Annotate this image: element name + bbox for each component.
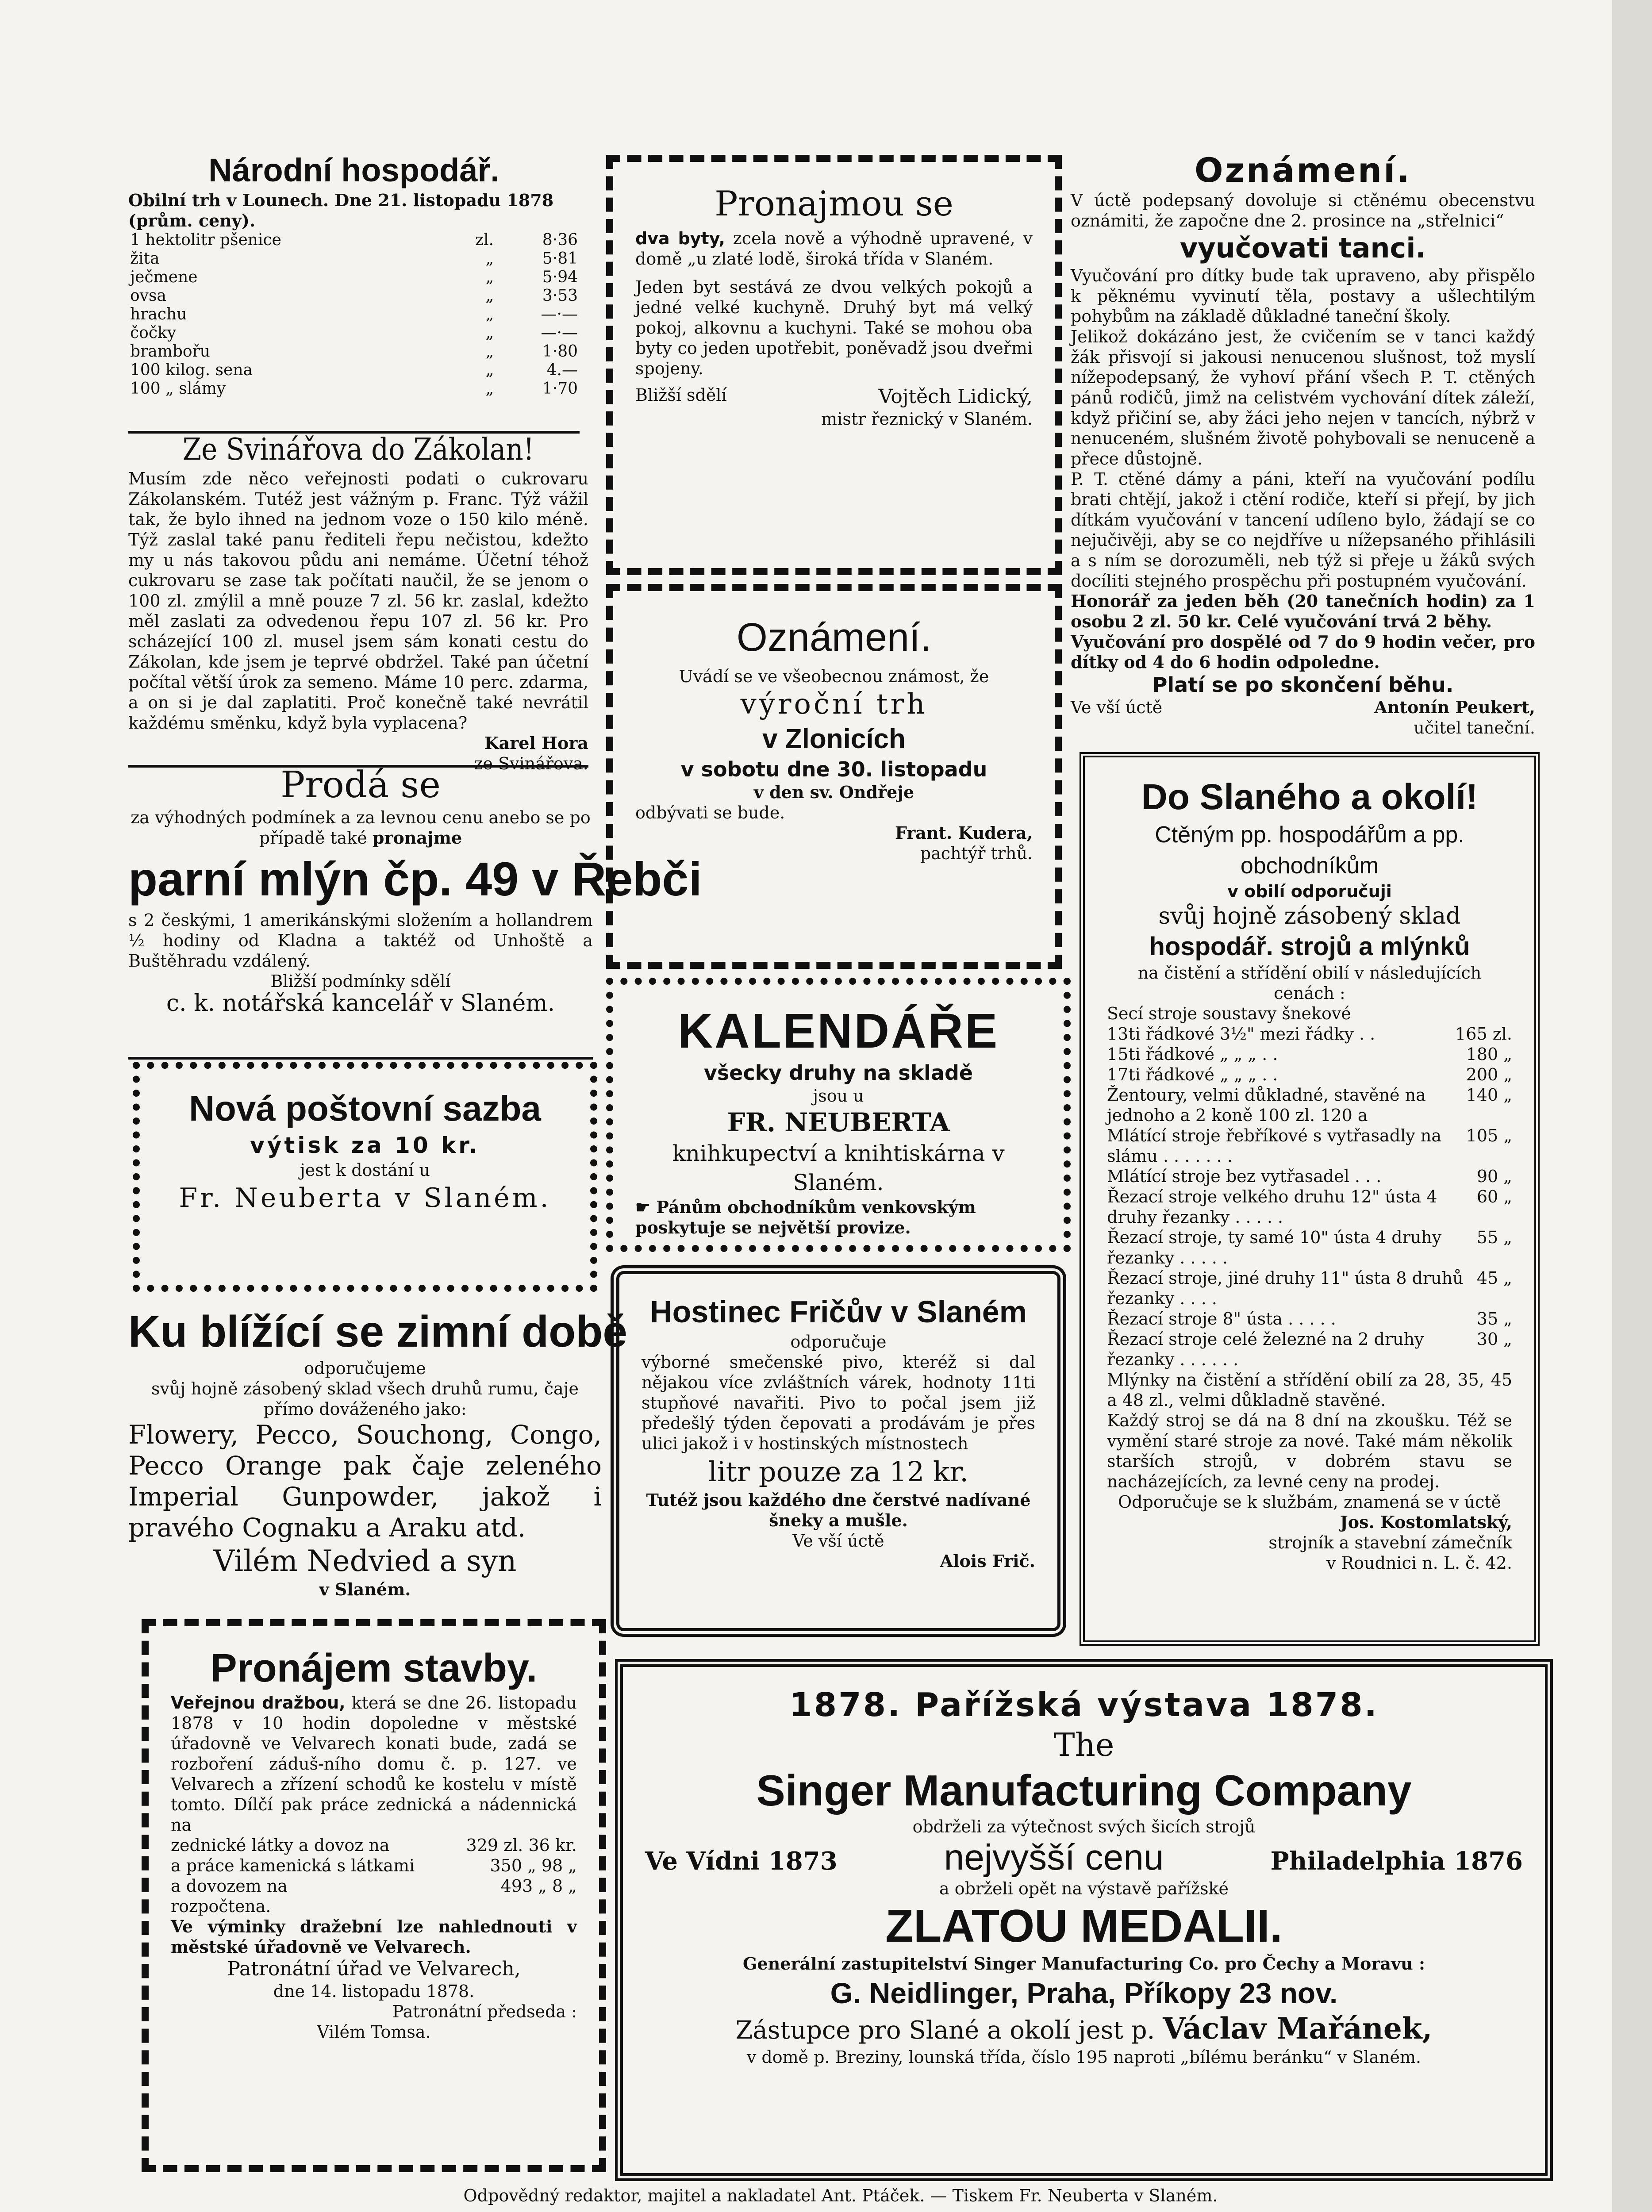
singer-headline: 1878. Pařížská výstava 1878.	[789, 1686, 1379, 1724]
winter-teas: Flowery, Pecco, Souchong, Congo, Pecco Orange pak čaje zeleného Imperial Gunpowder, jakož i pravého Cognaku a Araku atd.	[128, 1420, 602, 1543]
singer-the: The	[1053, 1726, 1114, 1763]
svinarov-article	[128, 431, 588, 774]
market-row	[128, 342, 580, 361]
machine-row	[1107, 1003, 1512, 1024]
trh-when: v sobotu dne 30. listopadu	[680, 757, 987, 781]
machine-label: Řezací stroje, ty samé 10" ústa 4 druhy řezanky . . . . .	[1107, 1228, 1442, 1267]
proda-note: Bližší podmínky sdělí	[270, 972, 451, 991]
machine-price: 90 „	[1476, 1167, 1512, 1186]
imprint: Odpovědný redaktor, majitel a nakladatel Ant. Ptáček. — Tiskem Fr. Neuberta v Slaném.	[463, 2186, 1218, 2205]
slany-head: hospodář. strojů a mlýnků	[1149, 932, 1470, 961]
tanec-p4: Honorář za jeden běh (20 tanečních hodin) za 1 osobu 2 zl. 50 kr. Celé vyučování trvá 2 běhy.	[1071, 591, 1535, 631]
singer-line2: a obrželi opět na výstavě pařížské	[939, 1879, 1229, 1898]
pronajmou-body2: Jeden byt sestává ze dvou velkých pokojů a jedné velké kuchyně. Druhý byt má velký pokoj, alkovnu a kuchyni. Také se mohou oba byty co jeden upotřebit, poněvadž jsou dveřmi spojeny.	[635, 277, 1033, 378]
machine-row	[1107, 1309, 1512, 1329]
machine-price: 30 „	[1476, 1329, 1512, 1349]
machine-price: 45 „	[1476, 1268, 1512, 1288]
stavba-date: dne 14. listopadu 1878.	[273, 1982, 475, 2001]
tanec-intro: V úctě podepsaný dovoluje si ctěnému obecenstvu oznámiti, že započne dne 2. prosince na „střelnici“	[1071, 191, 1535, 230]
kalendare-title: KALENDÁŘE	[677, 1004, 999, 1058]
machine-label: Mlátící stroje řebříkové s vytřasadly na slámu . . . . . . .	[1107, 1126, 1441, 1166]
stavba-body: která se dne 26. listopadu 1878 v 10 hodin dopoledne v městské úřadovně ve Velvarech konati bude, zadá se rozboření záduš-ního domu č. p. 127. ve Velvarech a zřízení schodů ke kostelu v místě tomto. Dílčí pak práce zednická a nádennická na	[171, 1693, 577, 1835]
cost-label: zednické látky a dovoz na	[171, 1836, 390, 1855]
market-cell-label: 100 „ slámy	[130, 380, 226, 398]
kalendare-sub: jsou u	[813, 1086, 864, 1106]
winter-sub: odporučujeme	[304, 1359, 426, 1378]
slany-p1: Každý stroj se dá na 8 dní na zkoušku. Též se vymění staré stroje za nové. Také mám několik starších strojů, v dobrém stavu se nacházejících, za levné ceny na prodej.	[1107, 1411, 1512, 1491]
machine-label: Řezací stroje velkého druhu 12" ústa 4 druhy řezanky . . . . .	[1107, 1187, 1437, 1227]
machine-row	[1107, 1227, 1512, 1268]
trh-title: Oznámení.	[736, 615, 932, 660]
stavba-title: Pronájem stavby.	[210, 1646, 538, 1690]
postal-footer: Fr. Neuberta v Slaném.	[179, 1183, 551, 1214]
tanec-pay: Platí se po skončení běhu.	[1152, 673, 1454, 697]
tanec-greet: Ve vší úctě	[1071, 698, 1163, 717]
tanec-p3: P. T. ctěné dámy a páni, kteří na vyučování podílu brati chtějí, jakož i ctění rodiče, kteří si přejí, by jich dítkám vyučování v tancení udíleno bylo, žádají se co nejučivěji, aby se co nejdříve u nížepsaného přihlásili a s ním se dorozuměli, neb týž si přeje u žáků svých docíliti stejného prospěchu při postupném vyučování.	[1071, 469, 1535, 591]
svinarov-title: Ze Svinářova do Zákolan!	[182, 432, 534, 467]
trh-tail: odbývati se bude.	[635, 803, 785, 822]
proda-body: s 2 českými, 1 amerikánskými složením a hollandrem ½ hodiny od Kladna a taktéž od Unhoště a Buštěhradu vzdálený.	[128, 910, 593, 971]
singer-line: obdrželi za výtečnost svých šicích strojů	[912, 1817, 1256, 1836]
proda-line: za výhodných podmínek a za levnou cenu anebo se po případě také	[131, 808, 591, 848]
proda-headline: parní mlýn čp. 49 v Řebči	[128, 852, 702, 906]
kalendare-line: všecky druhy na skladě	[703, 1061, 973, 1085]
singer-rep: Generální zastupitelství Singer Manufacturing Co. pro Čechy a Moravu :	[743, 1954, 1425, 1974]
machine-price: 105 „	[1466, 1126, 1512, 1145]
winter-firm: Vilém Nedvied a syn	[213, 1544, 517, 1578]
machine-label: Žentoury, velmi důkladné, stavěné na jednoho a 2 koně 100 zl. 120 a	[1107, 1085, 1426, 1125]
slany-role: strojník a stavební zámečník	[1268, 1533, 1512, 1552]
market-cell-label: žita	[130, 250, 160, 268]
market-table	[128, 231, 580, 398]
cost-label: a dovozem na	[171, 1876, 288, 1896]
divider	[128, 1057, 593, 1060]
machine-price: 35 „	[1476, 1309, 1512, 1329]
market-cell-price: 3·53	[542, 287, 578, 305]
machine-label: 15ti řádkové „ „ „ . .	[1107, 1045, 1278, 1064]
slany-mlynky: Mlýnky na čistění a střídění obilí za 28, 35, 45 a 48 zl., velmi důkladně stavěné.	[1107, 1370, 1512, 1410]
market-title: Národní hospodář.	[208, 152, 499, 188]
slany-line: v obilí odporučuji	[1227, 882, 1392, 901]
hostinec-line: Tutéž jsou každého dne čerstvé nadívané šneky a mušle.	[646, 1490, 1031, 1530]
trh-intro: Uvádí se ve všeobecnou známost, že	[679, 667, 989, 686]
stavba-costs	[171, 1835, 577, 1896]
machine-row	[1107, 1064, 1512, 1085]
cost-label: a práce kamenická s látkami	[171, 1856, 415, 1875]
proda-footer: c. k. notářská kancelář v Slaném.	[166, 990, 555, 1017]
winter-place: v Slaném.	[319, 1579, 411, 1599]
slany-title: Do Slaného a okolí!	[1141, 777, 1478, 817]
hostinec-name: Alois Frič.	[940, 1551, 1035, 1571]
postal-ad	[133, 1062, 597, 1292]
machine-label: 17ti řádkové „ „ „ . .	[1107, 1065, 1278, 1084]
kalendare-note: ☛ Pánům obchodníkům venkovským poskytuje se největší provize.	[635, 1197, 976, 1237]
slany-p2: Odporučuje se k službám, znamená se v úctě	[1118, 1492, 1501, 1512]
stavba-note: Ve výminky dražební lze nahlednouti v městské úřadovně ve Velvarech.	[171, 1916, 577, 1957]
proda-line-b: pronajme	[372, 828, 462, 848]
market-cell-price: 5·94	[542, 268, 578, 286]
tanec-name: Antonín Peukert,	[1374, 697, 1535, 717]
machine-row	[1107, 1085, 1512, 1125]
singer-local: Zástupce pro Slané a okolí jest p.	[735, 2016, 1155, 2045]
svinarov-body: Musím zde něco veřejnosti podati o cukrovaru Zákolanském. Tutéž jest vážným p. Franc. Týž vážil tak, že bylo ihned na jednom voze o 150 kilo méně. Týž zaslal také panu řediteli řepu nečistou, kdežto my u nás takovou půdu ani nemáme. Účetní téhož cukrovaru se zase tak počítati naučil, že se jenom o 100 zl. zmýlil a mně pouze 7 zl. 56 kr. zaslal, kdežto měl zaslati za odvedenou řepu 107 zl. 56 kr. Pro scházející 100 zl. musel jsem sám konati cestu do Zákolan, kde jsem je teprvé obdržel. Také pan účetní počítal větší úrok za semeno. Máme 10 perc. zdarma, a on si je dal zaplatiti. Proč konečně také nevrátil každému směnku, když byla vyplacena?	[128, 469, 588, 733]
cost-row	[171, 1876, 577, 1896]
machine-price: 165 zl.	[1455, 1024, 1512, 1044]
machine-row	[1107, 1268, 1512, 1309]
market-cell-label: hrachu	[130, 305, 187, 323]
kalendare-ad	[606, 978, 1071, 1252]
singer-center: nejvyšší cenu	[944, 1837, 1164, 1878]
proda-ad	[128, 763, 702, 1017]
cost-amount: 493 „ 8 „	[500, 1876, 577, 1896]
trh-place: v Zlonicích	[762, 724, 906, 754]
stavba-lead: Veřejnou dražbou,	[171, 1693, 346, 1713]
pronajmou-ad	[606, 155, 1062, 575]
pronajmou-role: mistr řeznický v Slaném.	[821, 409, 1033, 429]
slany-name: Jos. Kostomlatský,	[1340, 1512, 1512, 1532]
pronajmou-title: Pronajmou se	[715, 184, 953, 224]
market-cell-price: —·—	[541, 305, 578, 323]
market-cell-price: 5·81	[542, 250, 578, 268]
pronajmou-label: Bližší sdělí	[635, 385, 727, 405]
market-cell-label: ovsa	[130, 287, 166, 305]
stavba-ad	[142, 1619, 606, 2172]
trh-event: výroční trh	[740, 688, 928, 721]
market-cell-price: —·—	[541, 324, 578, 342]
singer-addr: v domě p. Breziny, lounská třída, číslo 195 naproti „bílému beránku“ v Slaném.	[746, 2047, 1421, 2067]
market-cell-price: 1·70	[542, 380, 578, 398]
pronajmou-name: Vojtěch Lidický,	[878, 385, 1033, 408]
market-cell-label: 1 hektolitr pšenice	[130, 231, 281, 249]
tanec-role: učitel taneční.	[1414, 718, 1535, 737]
market-cell-unit: „	[485, 361, 494, 379]
machine-price: 55 „	[1476, 1228, 1512, 1247]
market-cell-label: ječmene	[130, 268, 198, 286]
market-cell-price: 4.—	[546, 361, 578, 379]
cost-amount: 329 zl. 36 kr.	[466, 1836, 577, 1855]
singer-left: Ve Vídni 1873	[645, 1847, 838, 1876]
market-cell-unit: „	[485, 268, 494, 286]
machine-price: 180 „	[1466, 1045, 1512, 1064]
kalendare-shop: knihkupectví a knihtiskárna v Slaném.	[672, 1141, 1005, 1195]
market-row	[128, 361, 580, 380]
market-row	[128, 287, 580, 305]
market-cell-price: 8·36	[542, 231, 578, 249]
machine-price: 200 „	[1466, 1065, 1512, 1084]
market-cell-label: 100 kilog. sena	[130, 361, 253, 379]
stavba-office: Patronátní úřad ve Velvarech,	[227, 1958, 521, 1980]
singer-right: Philadelphia 1876	[1270, 1847, 1523, 1876]
market-cell-unit: „	[485, 380, 494, 398]
slany-ad	[1080, 752, 1540, 1646]
pronajmou-lead: dva byty,	[635, 229, 725, 248]
market-cell-unit: „	[485, 342, 494, 361]
machine-label: 13ti řádkové 3½" mezi řádky . .	[1107, 1024, 1375, 1044]
tanec-ad	[1071, 150, 1535, 738]
market-cell-unit: zl.	[475, 231, 494, 249]
market-row	[128, 324, 580, 342]
winter-ad	[128, 1305, 627, 1600]
hostinec-title: Hostinec Fričův v Slaném	[650, 1294, 1027, 1329]
trh-name: Frant. Kudera,	[895, 823, 1033, 843]
hostinec-ad	[611, 1265, 1066, 1637]
market-cell-unit: „	[485, 324, 494, 342]
slany-line2: svůj hojně zásobený sklad	[1158, 903, 1461, 929]
tanec-title: Oznámení.	[1195, 150, 1411, 190]
pronajmou-body1: zcela nově a výhodně upravené, v domě „u zlaté lodě, široká třída v Slaném.	[635, 229, 1033, 269]
singer-medal: ZLATOU MEDALII.	[885, 1901, 1283, 1952]
machine-row	[1107, 1187, 1512, 1227]
singer-localname: Václav Mařánek,	[1163, 2011, 1433, 2046]
machine-label: Řezací stroje 8" ústa . . . . .	[1107, 1309, 1336, 1329]
slany-sub: Ctěným pp. hospodářům a pp. obchodníkům	[1155, 822, 1464, 879]
market-row	[128, 268, 580, 287]
machine-price: 140 „	[1466, 1085, 1512, 1105]
tanec-p1: Vyučování pro dítky bude tak upraveno, aby přispělo k pěknému vyvinutí těla, postavy a ušlechtilým pohybům na základě důkladné taneční školy.	[1071, 266, 1535, 326]
slany-head2: na čistění a střídění obilí v následujících cenách :	[1137, 963, 1482, 1003]
market-cell-label: čočky	[130, 324, 177, 342]
proda-title: Prodá se	[280, 764, 441, 806]
singer-company: Singer Manufacturing Company	[756, 1766, 1412, 1815]
winter-title: Ku blížící se zimní době	[128, 1307, 627, 1356]
hostinec-sub: odporučuje	[790, 1332, 887, 1352]
market-row	[128, 305, 580, 324]
trh-ad	[606, 584, 1062, 969]
winter-line: svůj hojně zásobený sklad všech druhů rumu, čaje přímo dováženého jako:	[151, 1379, 579, 1419]
postal-sub: jest k dostání u	[300, 1160, 430, 1180]
market-cell-unit: „	[485, 305, 494, 323]
machine-label: Řezací stroje, jiné druhy 11" ústa 8 druhů řezanky . . . .	[1107, 1268, 1464, 1308]
cost-row	[171, 1855, 577, 1876]
slany-place: v Roudnici n. L. č. 42.	[1326, 1553, 1512, 1573]
market-cell-price: 1·80	[542, 342, 578, 361]
trh-when2: v den sv. Ondřeje	[753, 782, 914, 802]
postal-line: výtisk za 10 kr.	[250, 1133, 480, 1158]
machine-row	[1107, 1044, 1512, 1064]
market-intro: Obilní trh v Lounech. Dne 21. listopadu 1878 (prům. ceny).	[128, 190, 554, 230]
market-cell-unit: „	[485, 250, 494, 268]
market-cell-unit: „	[485, 287, 494, 305]
hostinec-price: litr pouze za 12 kr.	[708, 1455, 968, 1488]
trh-role: pachtýř trhů.	[920, 844, 1033, 863]
machine-row	[1107, 1166, 1512, 1187]
machine-label: Mlátící stroje bez vytřasadel . . .	[1107, 1167, 1382, 1186]
slany-items	[1107, 1003, 1512, 1370]
market-cell-label: brambořu	[130, 342, 210, 361]
machine-row	[1107, 1329, 1512, 1370]
stavba-name: Vilém Tomsa.	[317, 2022, 431, 2042]
machine-row	[1107, 1024, 1512, 1044]
singer-agent: G. Neidlinger, Praha, Příkopy 23 nov.	[830, 1977, 1338, 2009]
svinarov-place: ze Svinářova.	[474, 754, 588, 773]
cost-row	[171, 1835, 577, 1855]
machine-row	[1107, 1125, 1512, 1166]
market-row	[128, 231, 580, 250]
tanec-headline: vyučovati tanci.	[1179, 232, 1426, 264]
postal-title: Nová poštovní sazba	[189, 1089, 541, 1128]
stavba-chair: Patronátní předseda :	[392, 2002, 577, 2021]
market-row	[128, 250, 580, 268]
hostinec-body: výborné smečenské pivo, kteréž si dal nějakou více zvláštních várek, hodnoty 11ti stupňové navařiti. Pivo to počal jsem již předešlý týden čepovati a prodávám je přes ulici jakož i v hostinských místnostech	[642, 1352, 1035, 1453]
svinarov-signature: Karel Hora	[484, 733, 588, 753]
singer-ad	[615, 1659, 1553, 2181]
tanec-p2: Jelikož dokázáno jest, že cvičením se v tanci každý žák přisvojí si jakousi nenucenou slušnost, tož myslí nížepodepsaný, že vyhoví přání všech P. T. ctěných pánů rodičů, jimž na celistvém vychování dítek záleží, když přičiní se, aby žáci jeho nejen v tancích, nýbrž v nenuceném, slušném životě pohybovali se nenuceně a přece důstojně.	[1071, 327, 1535, 469]
market-report	[128, 150, 580, 398]
machine-label: Řezací stroje celé železné na 2 druhy řezanky . . . . . .	[1107, 1329, 1424, 1369]
kalendare-name: FR. NEUBERTA	[727, 1107, 950, 1137]
machine-label: Secí stroje soustavy šnekové	[1107, 1004, 1351, 1023]
market-row	[128, 380, 580, 398]
stavba-rozpocet: rozpočtena.	[171, 1897, 271, 1916]
tanec-p5: Vyučování pro dospělé od 7 do 9 hodin večer, pro dítky od 4 do 6 hodin odpoledne.	[1071, 632, 1535, 672]
cost-amount: 350 „ 98 „	[490, 1856, 577, 1875]
page-edge-right	[1612, 0, 1652, 2212]
hostinec-greet: Ve vší úctě	[792, 1531, 884, 1551]
machine-price: 60 „	[1476, 1187, 1512, 1206]
